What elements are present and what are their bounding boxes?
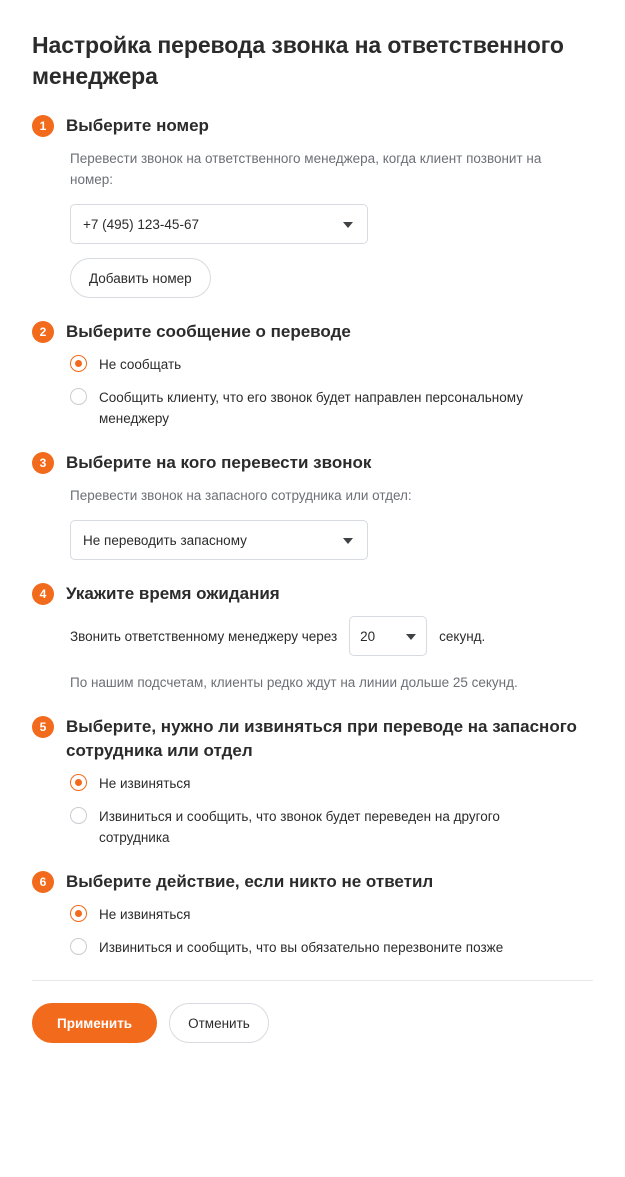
wait-time-row (70, 616, 593, 656)
step-5-option-2-label: Извиниться и сообщить, что звонок будет переведен на другого сотрудника (99, 809, 500, 845)
backup-employee-select-value: Не переводить запасному (83, 532, 247, 548)
step-4-badge: 4 (32, 583, 54, 605)
wait-time-suffix: секунд. (439, 628, 486, 644)
step-6-body (32, 904, 593, 958)
step-2-option-2-label: Сообщить клиенту, что его звонок будет направлен персональному менеджеру (99, 390, 523, 426)
chevron-down-icon (343, 222, 353, 228)
footer-actions (32, 981, 593, 1043)
step-1-header (32, 114, 593, 138)
step-4-body (32, 616, 593, 693)
apply-button[interactable]: Применить (32, 1003, 157, 1043)
step-2-badge: 2 (32, 321, 54, 343)
phone-number-select-value: +7 (495) 123-45-67 (83, 216, 199, 232)
step-1 (32, 114, 593, 298)
step-3-body (32, 485, 593, 560)
step-1-badge: 1 (32, 115, 54, 137)
step-5-badge: 5 (32, 716, 54, 738)
chevron-down-icon (343, 538, 353, 544)
radio-icon[interactable] (70, 807, 87, 824)
step-6-option-1[interactable] (70, 904, 593, 925)
phone-number-select[interactable] (70, 204, 368, 244)
backup-employee-select[interactable] (70, 520, 368, 560)
step-4-header (32, 582, 593, 606)
radio-icon[interactable] (70, 388, 87, 405)
step-5-title: Выберите, нужно ли извиняться при переводе на запасного сотрудника или отдел (66, 717, 577, 760)
step-6-option-2[interactable] (70, 937, 593, 958)
step-2-option-1-label: Не сообщать (99, 357, 182, 372)
step-2-header (32, 320, 593, 344)
radio-icon[interactable] (70, 774, 87, 791)
step-6-option-1-label: Не извиняться (99, 907, 191, 922)
wait-time-prefix: Звонить ответственному менеджеру через (70, 628, 338, 644)
radio-icon[interactable] (70, 938, 87, 955)
step-3-header (32, 451, 593, 475)
step-3-title: Выберите на кого перевести звонок (66, 453, 372, 472)
step-5-option-1-label: Не извиняться (99, 776, 191, 791)
step-5-option-2[interactable] (70, 806, 593, 848)
step-6-badge: 6 (32, 871, 54, 893)
step-2 (32, 320, 593, 429)
step-5-header (32, 715, 593, 763)
step-2-option-2[interactable] (70, 387, 593, 429)
step-6 (32, 870, 593, 958)
page-title: Настройка перевода звонка на ответственного менеджера (32, 32, 564, 89)
step-4 (32, 582, 593, 693)
step-2-title: Выберите сообщение о переводе (66, 322, 351, 341)
step-5-body (32, 773, 593, 848)
step-2-body (32, 354, 593, 429)
chevron-down-icon (406, 634, 416, 640)
step-1-title: Выберите номер (66, 116, 209, 135)
step-6-option-2-label: Извиниться и сообщить, что вы обязательно перезвоните позже (99, 940, 504, 955)
step-4-note: По нашим подсчетам, клиенты редко ждут на линии дольше 25 секунд. (70, 675, 518, 690)
add-number-button[interactable]: Добавить номер (70, 258, 211, 298)
step-4-title: Укажите время ожидания (66, 584, 280, 603)
step-6-title: Выберите действие, если никто не ответил (66, 872, 434, 891)
step-3-badge: 3 (32, 452, 54, 474)
cancel-button[interactable]: Отменить (169, 1003, 269, 1043)
radio-icon[interactable] (70, 905, 87, 922)
step-1-body (32, 148, 593, 298)
step-1-hint: Перевести звонок на ответственного менеджера, когда клиент позвонит на номер: (70, 151, 542, 187)
step-3-hint: Перевести звонок на запасного сотрудника или отдел: (70, 488, 412, 503)
step-3 (32, 451, 593, 560)
step-5 (32, 715, 593, 848)
wait-seconds-select[interactable] (349, 616, 427, 656)
step-6-header (32, 870, 593, 894)
step-5-option-1[interactable] (70, 773, 593, 794)
wait-seconds-value: 20 (360, 628, 376, 644)
radio-icon[interactable] (70, 355, 87, 372)
step-2-option-1[interactable] (70, 354, 593, 375)
